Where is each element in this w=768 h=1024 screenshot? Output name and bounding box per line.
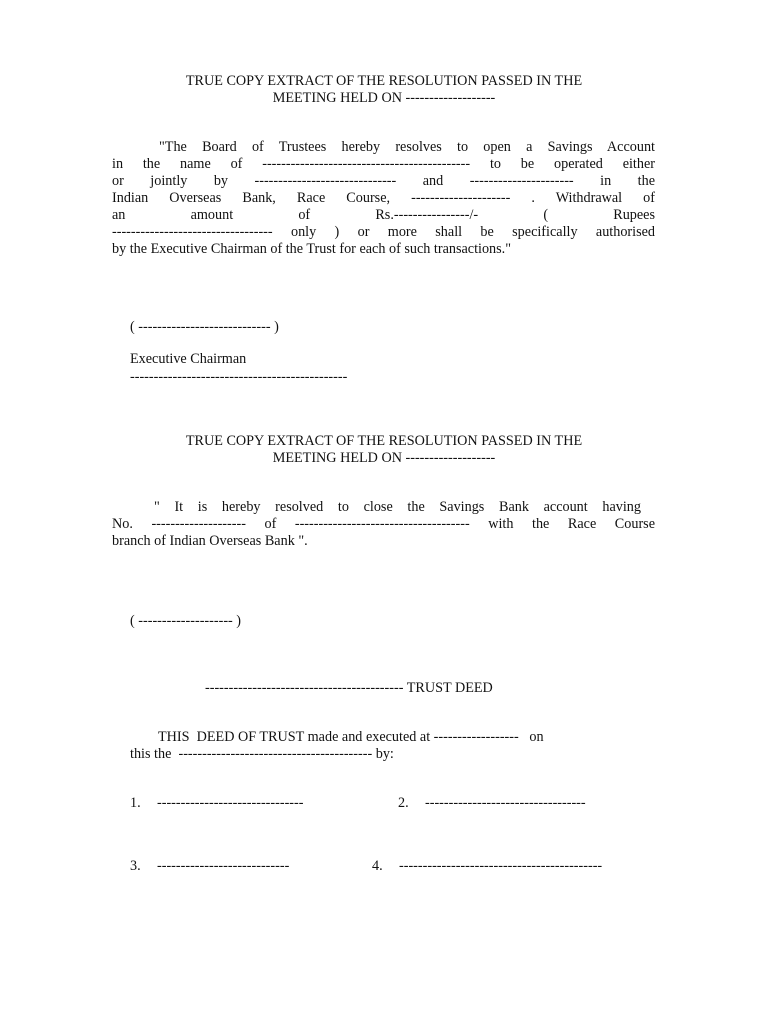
resolution-2-heading-line-1: TRUE COPY EXTRACT OF THE RESOLUTION PASSED IN THE (185, 433, 583, 449)
body-line: " It is hereby resolved to close the Savings Bank account having (154, 499, 641, 515)
resolution-2-heading-line-2: MEETING HELD ON ------------------- (272, 450, 496, 466)
resolution-1-body (112, 139, 655, 258)
body-line: in the name of -------------------------------------------- to be operated either (112, 156, 655, 172)
party-1-blank: ------------------------------- (157, 795, 304, 811)
party-3-number: 3. (130, 858, 141, 874)
signature-underline: ---------------------------------------------- (130, 369, 348, 385)
resolution-1-heading-line-1: TRUE COPY EXTRACT OF THE RESOLUTION PASSED IN THE (185, 73, 583, 89)
body-line: Indian Overseas Bank, Race Course, --------------------- . Withdrawal of (112, 190, 655, 206)
party-4-number: 4. (372, 858, 383, 874)
body-line: branch of Indian Overseas Bank ". (112, 533, 308, 549)
body-line: or jointly by ------------------------------ and ---------------------- in the (112, 173, 655, 189)
resolution-1-heading-line-2: MEETING HELD ON ------------------- (272, 90, 496, 106)
body-line: ---------------------------------- only ) or more shall be specifically authorised (112, 224, 655, 240)
signatory-title: Executive Chairman (130, 351, 247, 367)
party-4-blank: ------------------------------------------- (399, 858, 603, 874)
resolution-2-body (112, 499, 655, 550)
body-line: No. -------------------- of ------------------------------------- with the Race Course (112, 516, 655, 532)
signatory-name-blank: ( ---------------------------- ) (130, 319, 279, 335)
party-3-blank: ---------------------------- (157, 858, 290, 874)
party-2-blank: ---------------------------------- (425, 795, 586, 811)
trust-deed-heading: ------------------------------------------ TRUST DEED (205, 680, 493, 696)
trust-deed-intro-line-1: THIS DEED OF TRUST made and executed at ------------------ on (158, 729, 544, 745)
body-line: an amount of Rs.----------------/- ( Rupees (112, 207, 655, 223)
resolution-2-name-blank: ( -------------------- ) (130, 613, 242, 629)
body-line: by the Executive Chairman of the Trust for each of such transactions." (112, 241, 512, 257)
party-1-number: 1. (130, 795, 141, 811)
body-line: "The Board of Trustees hereby resolves to open a Savings Account (159, 139, 655, 155)
trust-deed-intro-line-2: this the ----------------------------------------- by: (130, 746, 394, 762)
party-2-number: 2. (398, 795, 409, 811)
